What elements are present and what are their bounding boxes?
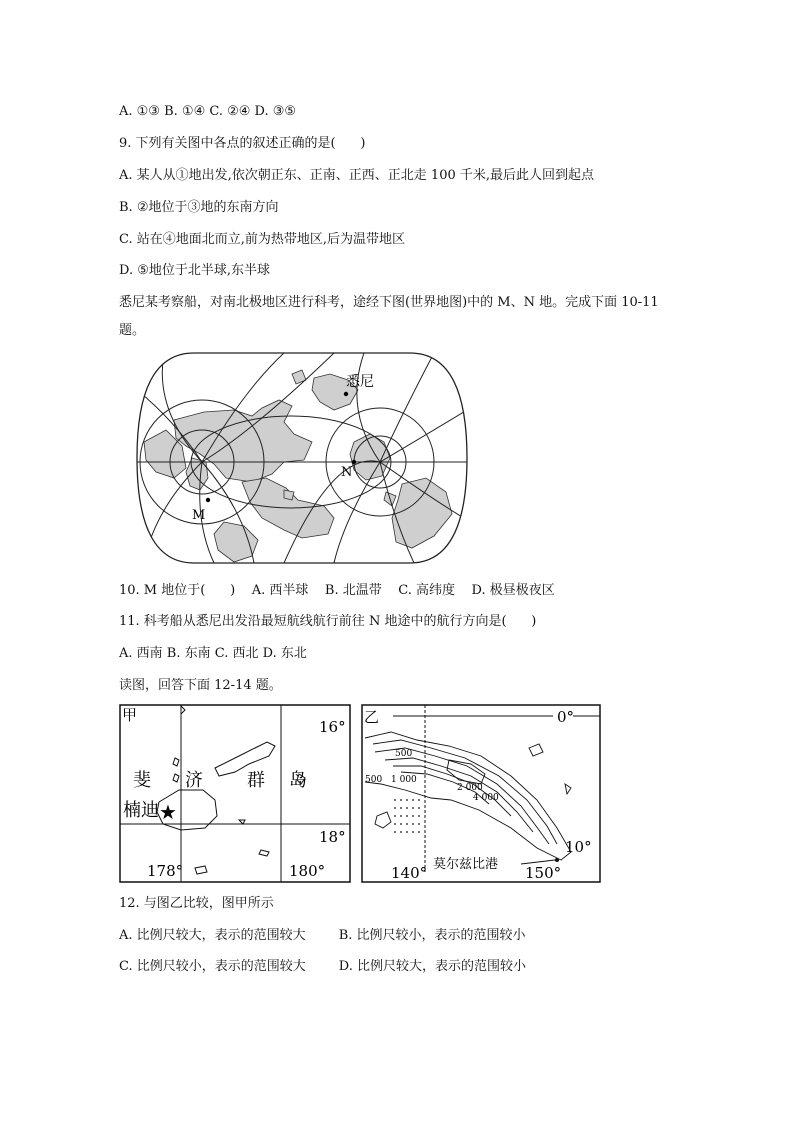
question-9-option-a: A. 某人从①地出发,依次朝正东、正南、正西、正北走 100 千米,最后此人回到起点: [119, 168, 594, 183]
star-icon: ★: [159, 800, 177, 824]
point-n: [352, 460, 356, 464]
jia-label-fei: 斐: [133, 770, 151, 791]
contour-label-2000: 2 000: [457, 783, 483, 793]
label-sydney: 悉尼: [346, 374, 374, 390]
question-11: 11. 科考船从悉尼出发沿最短航线航行前往 N 地途中的航行方向是( ): [119, 614, 537, 629]
contour-label-4000: 4 000: [473, 793, 499, 803]
contour-label-500b: 500: [365, 775, 383, 785]
map-jia: [119, 704, 351, 884]
yi-port-label: 莫尔兹比港: [433, 857, 499, 872]
jia-lon-left: 178°: [147, 862, 184, 880]
contour-label-1000: 1 000: [391, 775, 417, 785]
world-map-figure: [134, 350, 470, 568]
jia-lon-right: 180°: [289, 862, 326, 880]
jia-title: 甲: [122, 706, 138, 724]
jia-label-qun: 群: [247, 770, 265, 791]
question-12-option-cd: C. 比例尺较小，表示的范围较大 D. 比例尺较大，表示的范围较小: [119, 959, 527, 974]
contour-label-500a: 500: [395, 749, 413, 759]
land-south-east: [392, 478, 452, 548]
point-m: [206, 498, 210, 502]
yi-lon-right: 150°: [525, 864, 562, 882]
port-marker: [555, 858, 559, 862]
question-11-options: A. 西南 B. 东南 C. 西北 D. 东北: [119, 646, 307, 661]
yi-lat-top: 0°: [557, 708, 575, 726]
yi-lon-left: 140°: [391, 864, 428, 882]
question-9-option-c: C. 站在④地面北而立,前为热带地区,后为温带地区: [119, 232, 406, 247]
point-sydney: [344, 392, 348, 396]
land-south-mid: [214, 522, 258, 562]
label-n: N: [341, 465, 353, 480]
question-12-option-ab: A. 比例尺较大，表示的范围较大 B. 比例尺较小，表示的范围较小: [119, 928, 526, 943]
passage-12-14: 读图，回答下面 12-14 题。: [119, 678, 282, 693]
jia-lat-bottom: 18°: [319, 828, 346, 846]
passage-10-11: 悉尼某考察船，对南北极地区进行科考，途经下图(世界地图)中的 M、N 地。完成下面 10-11: [119, 295, 659, 310]
question-10: 10. M 地位于( ) A. 西半球 B. 北温带 C. 高纬度 D. 极昼极夜区: [119, 583, 555, 598]
question-9-option-b: B. ②地位于③地的东南方向: [119, 200, 279, 215]
land-island-2: [284, 490, 294, 500]
question-9-stem: 9. 下列有关图中各点的叙述正确的是( ): [119, 136, 366, 151]
jia-label-dao: 岛: [289, 770, 307, 791]
question-12: 12. 与图乙比较，图甲所示: [119, 896, 274, 911]
passage-10-11-cont: 题。: [119, 323, 146, 338]
jia-label-city: 楠迪: [123, 800, 159, 821]
jia-lat-top: 16°: [319, 718, 346, 736]
question-options-8: A. ①③ B. ①④ C. ②④ D. ③⑤: [119, 104, 297, 119]
jia-label-ji: 济: [185, 770, 203, 791]
yi-title: 乙: [364, 708, 380, 726]
yi-lat-right: 10°: [565, 838, 592, 856]
question-9-option-d: D. ⑤地位于北半球,东半球: [119, 263, 271, 278]
map-yi: [361, 704, 601, 884]
label-m: M: [192, 508, 206, 523]
